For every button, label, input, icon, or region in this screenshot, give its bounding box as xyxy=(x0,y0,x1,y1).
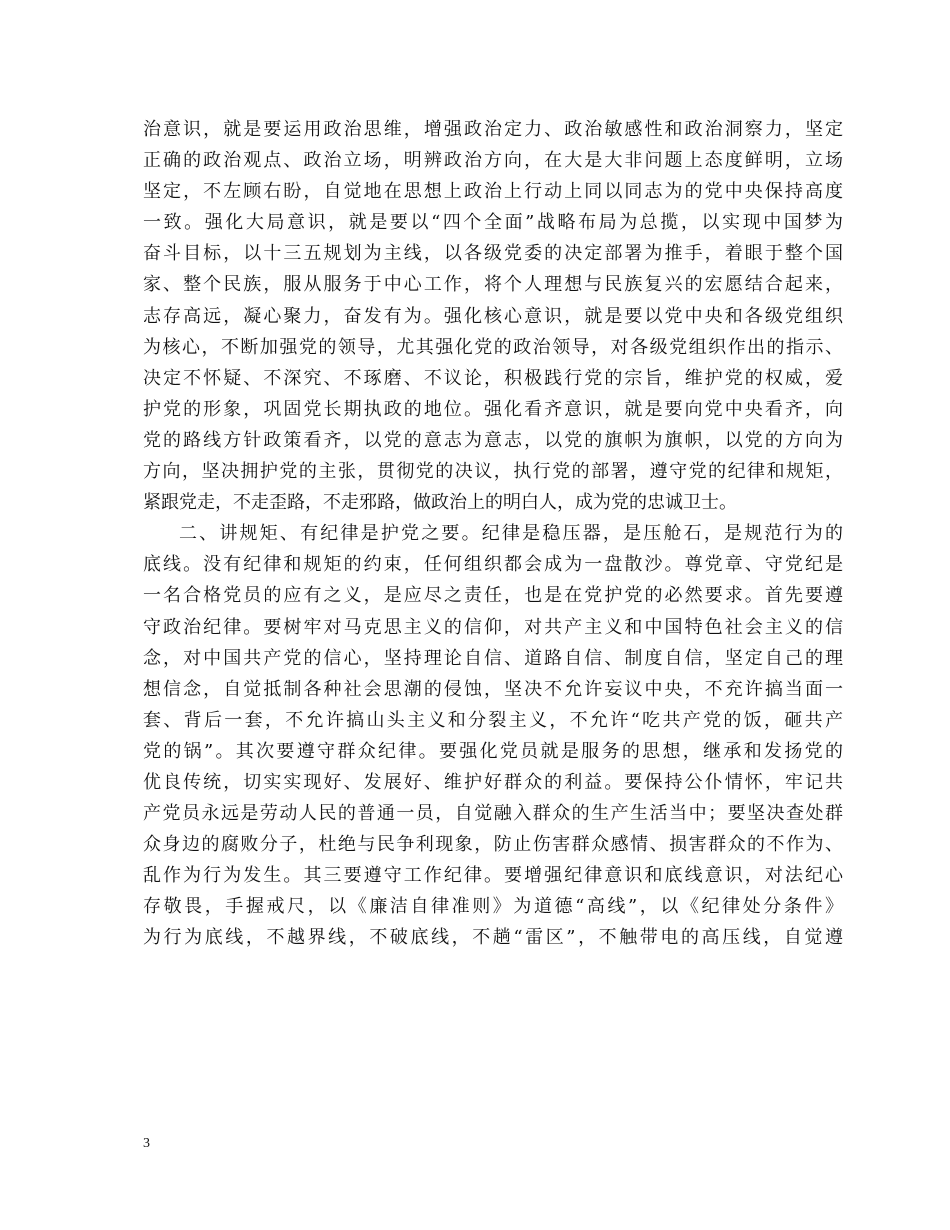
text-line: 存敬畏，手握戒尺，以《廉洁自律准则》为道德“高线”，以《纪律处分条件》 xyxy=(143,896,843,918)
text-line: 念，对中国共产党的信心，坚持理论自信、道路自信、制度自信，坚定自己的理 xyxy=(143,647,843,669)
text-line: 坚定，不左顾右盼，自觉地在思想上政治上行动上同以同志为的党中央保持高度 xyxy=(143,181,843,203)
text-line: 志存高远，凝心聚力，奋发有为。强化核心意识，就是要以党中央和各级党组织 xyxy=(143,305,843,327)
text-line: 党的路线方针政策看齐，以党的意志为意志，以党的旗帜为旗帜，以党的方向为 xyxy=(143,429,843,451)
text-line: 决定不怀疑、不深究、不琢磨、不议论，积极践行党的宗旨，维护党的权威，爱 xyxy=(143,367,843,389)
text-line: 一名合格党员的应有之义，是应尽之责任，也是在党护党的必然要求。首先要遵 xyxy=(143,585,843,607)
paragraph-2 xyxy=(143,518,843,953)
paragraph-1 xyxy=(143,114,843,518)
document-body xyxy=(143,114,843,954)
text-line: 底线。没有纪律和规矩的约束，任何组织都会成为一盘散沙。尊党章、守党纪是 xyxy=(143,554,843,576)
text-line: 紧跟党走，不走歪路，不走邪路，做政治上的明白人，成为党的忠诚卫士。 xyxy=(143,492,737,514)
text-line: 正确的政治观点、政治立场，明辨政治方向，在大是大非问题上态度鲜明，立场 xyxy=(143,150,843,172)
text-line: 为行为底线，不越界线，不破底线，不趟“雷区”，不触带电的高压线，自觉遵 xyxy=(143,927,843,949)
text-line: 党的锅”。其次要遵守群众纪律。要强化党员就是服务的思想，继承和发扬党的 xyxy=(143,740,843,762)
text-line: 想信念，自觉抵制各种社会思潮的侵蚀，坚决不允许妄议中央，不充许搞当面一 xyxy=(143,678,843,700)
text-line: 优良传统，切实实现好、发展好、维护好群众的利益。要保持公仆情怀，牢记共 xyxy=(143,771,843,793)
text-line: 套、背后一套，不允许搞山头主义和分裂主义，不允许“吃共产党的饭，砸共产 xyxy=(143,709,843,731)
text-line: 为核心，不断加强党的领导，尤其强化党的政治领导，对各级党组织作出的指示、 xyxy=(143,336,843,358)
text-line: 众身边的腐败分子，杜绝与民争利现象，防止伤害群众感情、损害群众的不作为、 xyxy=(143,834,843,856)
text-line: 守政治纪律。要树牢对马克思主义的信仰，对共产主义和中国特色社会主义的信 xyxy=(143,616,843,638)
text-line: 治意识，就是要运用政治思维，增强政治定力、政治敏感性和政治洞察力，坚定 xyxy=(143,119,843,140)
text-line: 产党员永远是劳动人民的普通一员，自觉融入群众的生产生活当中；要坚决查处群 xyxy=(143,803,843,825)
text-line: 奋斗目标，以十三五规划为主线，以各级党委的决定部署为推手，着眼于整个国 xyxy=(143,243,843,265)
text-line: 护党的形象，巩固党长期执政的地位。强化看齐意识，就是要向党中央看齐，向 xyxy=(143,398,843,420)
text-line: 二、讲规矩、有纪律是护党之要。纪律是稳压器，是压舱石，是规范行为的 xyxy=(179,523,843,545)
text-line: 家、整个民族，服从服务于中心工作，将个人理想与民族复兴的宏愿结合起来， xyxy=(143,274,843,296)
page-number: 3 xyxy=(143,1136,150,1151)
text-line: 方向，坚决拥护党的主张，贯彻党的决议，执行党的部署，遵守党的纪律和规矩， xyxy=(143,461,843,483)
text-line: 一致。强化大局意识，就是要以“四个全面”战略布局为总揽，以实现中国梦为 xyxy=(143,212,843,234)
text-line: 乱作为行为发生。其三要遵守工作纪律。要增强纪律意识和底线意识，对法纪心 xyxy=(143,865,843,887)
